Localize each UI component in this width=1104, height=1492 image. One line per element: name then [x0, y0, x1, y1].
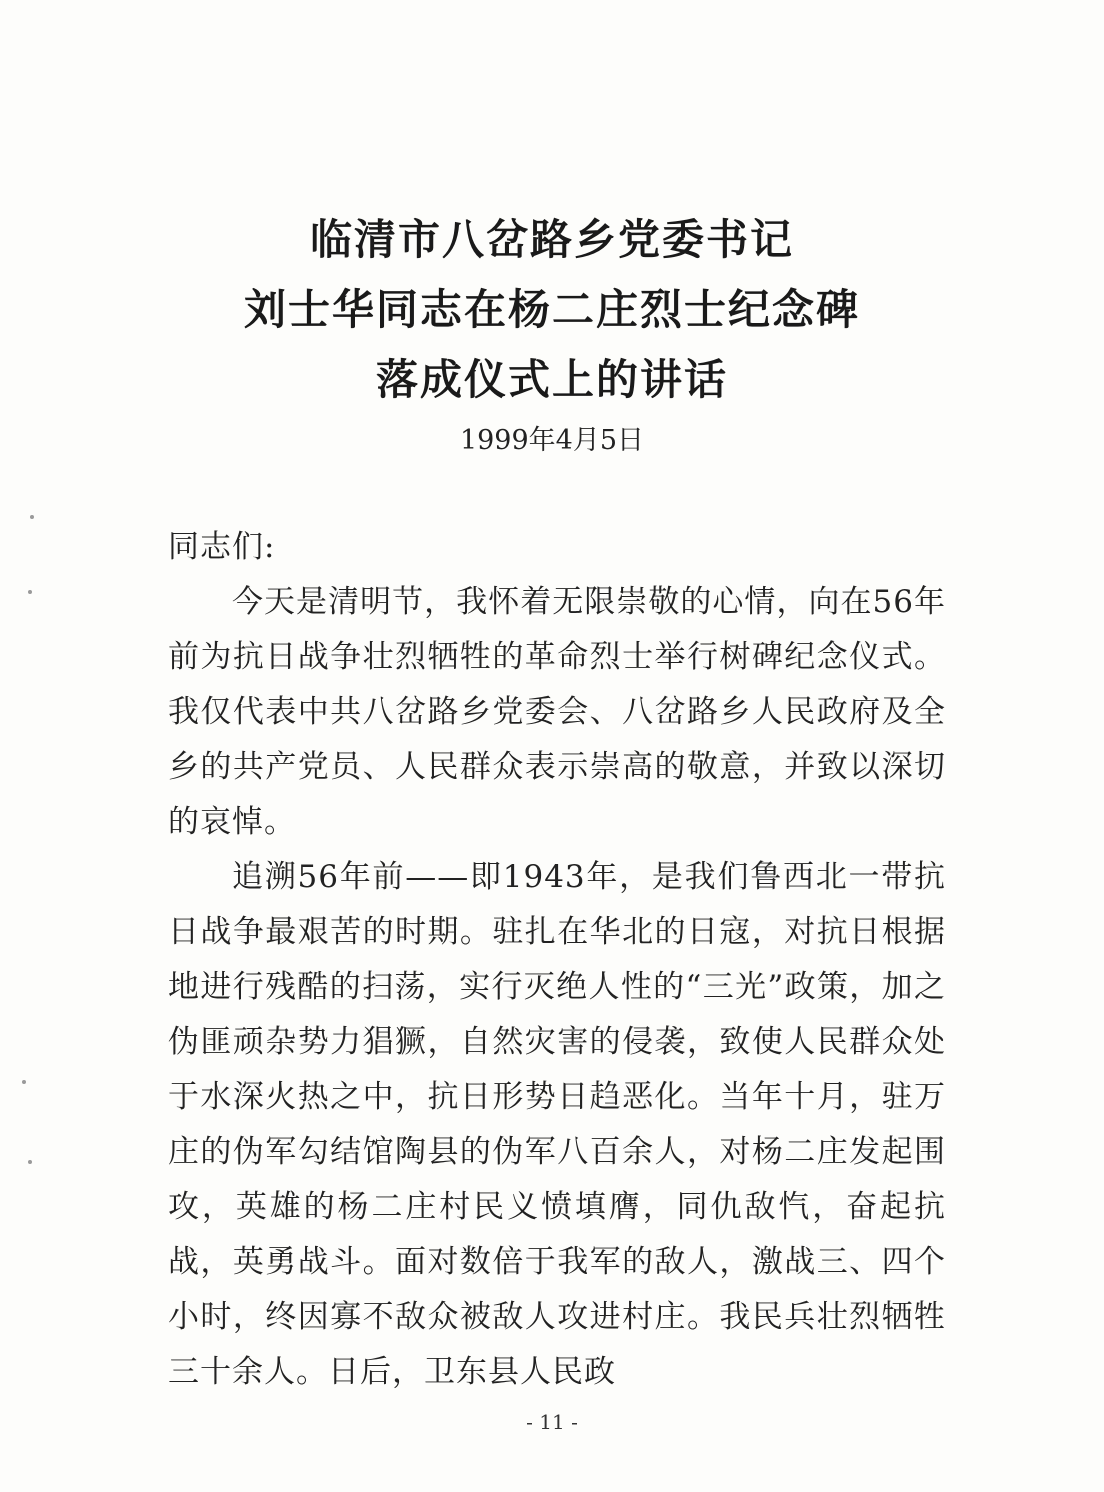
- document-body: [168, 520, 946, 1400]
- body-paragraph: 追溯56年前——即1943年，是我们鲁西北一带抗日战争最艰苦的时期。驻扎在华北的日寇，对抗日根据地进行残酷的扫荡，实行灭绝人性的“三光”政策，加之伪匪顽杂势力猖獗，自然灾害的侵袭，致使人民群众处于水深火热之中，抗日形势日趋恶化。当年十月，驻万庄的伪军勾结馆陶县的伪军八百余人，对杨二庄发起围攻，英雄的杨二庄村民义愤填膺，同仇敌忾，奋起抗战，英勇战斗。面对数倍于我军的敌人，激战三、四个小时，终因寡不敌众被敌人攻进村庄。我民兵壮烈牺牲三十余人。日后，卫东县人民政: [168, 859, 946, 1390]
- title-line: 临清市八岔路乡党委书记: [309, 215, 794, 264]
- document-date: 1999年4月5日: [459, 425, 645, 456]
- title-line: 落成仪式上的讲话: [375, 355, 728, 404]
- title-line: 刘士华同志在杨二庄烈士纪念碑: [243, 285, 860, 334]
- document-title: [0, 205, 1104, 415]
- scan-speck: [28, 590, 32, 594]
- salutation: 同志们:: [168, 529, 276, 565]
- scan-speck: [22, 1080, 26, 1084]
- scan-speck: [30, 515, 34, 519]
- scan-speck: [28, 1160, 32, 1164]
- body-paragraph: 今天是清明节，我怀着无限崇敬的心情，向在56年前为抗日战争壮烈牺牲的革命烈士举行树碑纪念仪式。我仅代表中共八岔路乡党委会、八岔路乡人民政府及全乡的共产党员、人民群众表示崇高的敬意，并致以深切的哀悼。: [168, 584, 946, 840]
- page-number: - 11 -: [526, 1410, 578, 1434]
